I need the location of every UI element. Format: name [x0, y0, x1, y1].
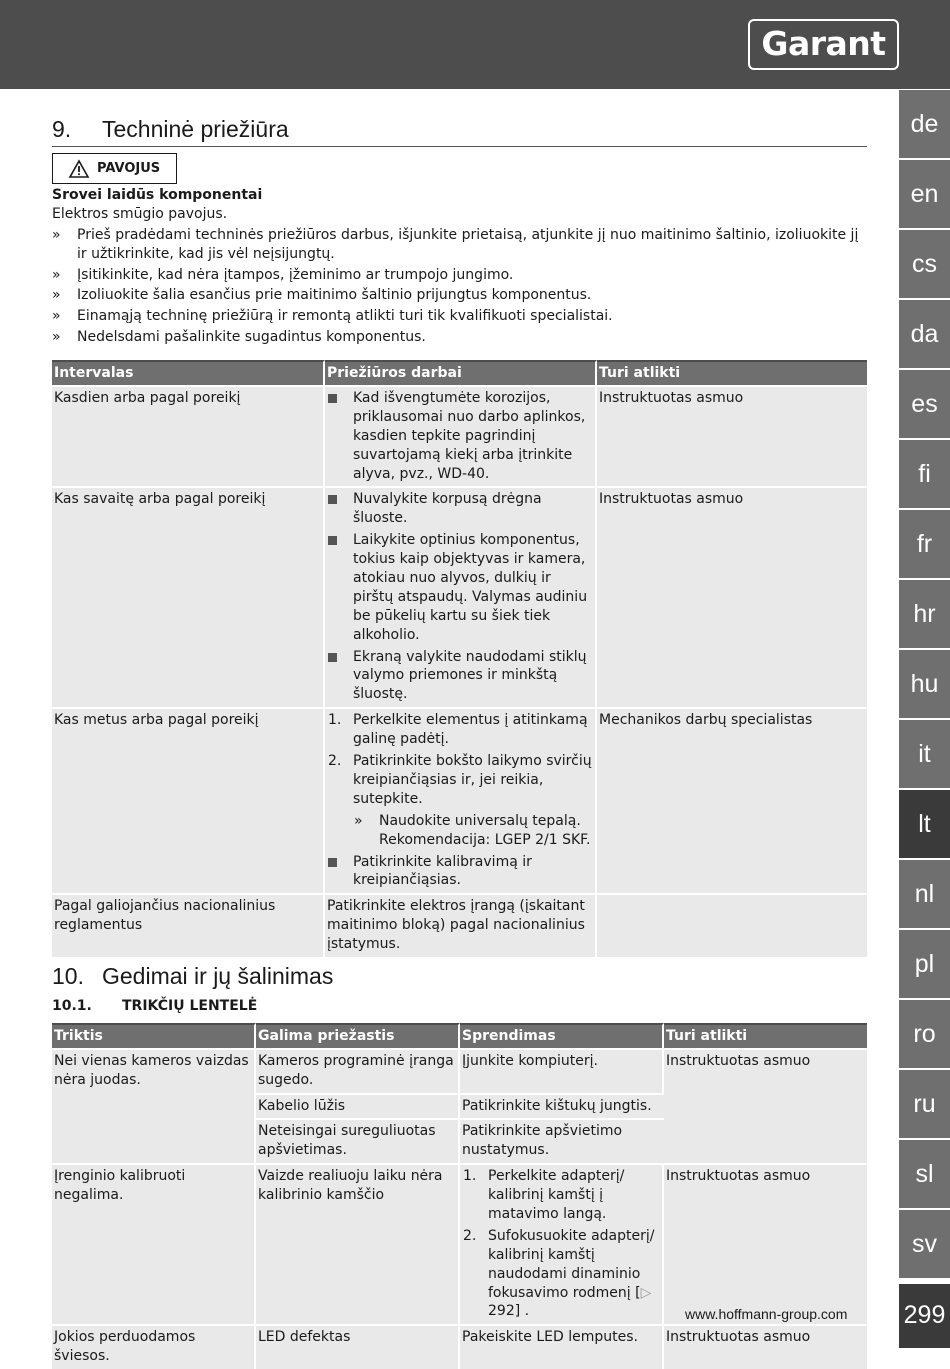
lang-tab-lt[interactable]: lt [899, 790, 950, 858]
solution-cell: Patikrinkite apšvietimo nustatymus. [460, 1118, 664, 1163]
lang-tab-sl[interactable]: sl [899, 1140, 950, 1208]
section-title: Techninė priežiūra [102, 116, 289, 142]
warning-text: Elektros smūgio pavojus. [52, 205, 228, 222]
section-number: 10. [52, 962, 84, 989]
list-item: Laikykite optinius komponentus, tokius kaip objektyvas ir kamera, atokiau nuo alyvos, dulkių ir pirštų atspaudų. Valymas audiniu be pūkelių kartu su šiek tiek alkoholio. [327, 531, 593, 644]
table-row [52, 1163, 867, 1324]
lang-tab-nl[interactable]: nl [899, 860, 950, 928]
lang-tab-en[interactable]: en [899, 160, 950, 228]
subsection-number: 10.1. [52, 997, 92, 1014]
list-item: 2. Sufokusuokite adapterį/ kalibrinį kamštį naudodami dinaminio fokusavimo rodmenį [▷ 292] . [463, 1227, 655, 1320]
performer-cell: Instruktuotas asmuo [664, 1048, 867, 1163]
lang-tab-ro[interactable]: ro [899, 1000, 950, 1068]
page-reference[interactable]: 292 [488, 1303, 515, 1320]
footer-url[interactable]: www.hoffmann-group.com [685, 1306, 848, 1322]
section-title: Gedimai ir jų šalinimas [102, 962, 334, 989]
list-item: Nuvalykite korpusą drėgna šluoste. [327, 490, 593, 528]
list-item: » Prieš pradėdami techninės priežiūros darbus, išjunkite prietaisą, atjunkite jį nuo maitinimo šaltinio, izoliuokite jį ir užtikrinkite, kad jis vėl neįsijungtų. [52, 226, 867, 264]
lang-tab-cs[interactable]: cs [899, 230, 950, 298]
square-bullet-icon [328, 653, 337, 662]
section-10-heading [52, 960, 867, 993]
table-header-row [52, 1023, 867, 1048]
performer-cell [597, 893, 867, 957]
tasks-cell [325, 486, 597, 707]
subsection-title: TRIKČIŲ LENTELĖ [122, 997, 258, 1014]
list-item: Patikrinkite kalibravimą ir kreipiančiąsias. [327, 853, 593, 891]
page-number: 299 [899, 1284, 950, 1348]
list-item: 2. Patikrinkite bokšto laikymo svirčių kreipiančiąsias ir, jei reikia, sutepkite. [328, 753, 592, 807]
list-item: » Einamąją techninę priežiūrą ir remontą atlikti turi tik kvalifikuoti specialistai. [52, 307, 867, 326]
list-item: » Įsitikinkite, kad nėra įtampos, įžeminimo ar trumpojo jungimo. [52, 266, 867, 285]
lang-tab-pl[interactable]: pl [899, 930, 950, 998]
square-bullet-icon [328, 394, 337, 403]
square-bullet-icon [328, 858, 337, 867]
performer-cell: Mechanikos darbų specialistas [597, 707, 867, 893]
tasks-cell: Patikrinkite elektros įrangą (įskaitant maitinimo bloką) pagal nacionalinius įstatymus. [325, 893, 597, 957]
list-item: » Nedelsdami pašalinkite sugadintus komponentus. [52, 328, 867, 347]
table-row [52, 1324, 867, 1369]
page-reference-arrow-icon: ▷ [640, 1284, 652, 1301]
danger-label-text: PAVOJUS [97, 160, 161, 176]
cause-cell: LED defektas [256, 1324, 460, 1369]
danger-label [52, 153, 177, 184]
fault-cell: Įrenginio kalibruoti negalima. [52, 1163, 256, 1324]
list-item: » Izoliuokite šalia esančius prie maitinimo šaltinio prijungtus komponentus. [52, 286, 867, 305]
garant-logo: Garant [748, 19, 899, 70]
square-bullet-icon [328, 536, 337, 545]
performer-cell: Instruktuotas asmuo [597, 486, 867, 707]
column-header: Turi atlikti [597, 360, 867, 385]
interval-cell: Kasdien arba pagal poreikį [52, 385, 325, 486]
column-header: Sprendimas [460, 1023, 664, 1048]
maintenance-table [52, 360, 867, 957]
lang-tab-da[interactable]: da [899, 300, 950, 368]
interval-cell: Pagal galiojančius nacionalinius reglamentus [52, 893, 325, 957]
column-header: Triktis [52, 1023, 256, 1048]
cause-cell: Kabelio lūžis [256, 1093, 460, 1119]
cause-cell: Vaizde realiuoju laiku nėra kalibrinio kamščio [256, 1163, 460, 1324]
lang-tab-de[interactable]: de [899, 90, 950, 158]
lang-tab-it[interactable]: it [899, 720, 950, 788]
lang-tab-hu[interactable]: hu [899, 650, 950, 718]
section-9-heading [52, 113, 867, 147]
column-header: Intervalas [52, 360, 325, 385]
section-number: 9. [52, 116, 72, 142]
fault-cell: Jokios perduodamos šviesos. [52, 1324, 256, 1369]
page-header [0, 0, 950, 89]
column-header: Priežiūros darbai [325, 360, 597, 385]
subsection-heading [52, 997, 867, 1016]
column-header: Galima priežastis [256, 1023, 460, 1048]
warning-triangle-icon [69, 160, 89, 178]
tasks-cell [325, 707, 597, 893]
performer-cell: Instruktuotas asmuo [664, 1324, 867, 1369]
performer-cell: Instruktuotas asmuo [664, 1163, 867, 1324]
cause-cell: Neteisingai sureguliuotas apšvietimas. [256, 1118, 460, 1163]
list-item: Ekraną valykite naudodami stiklų valymo priemones ir minkštą šluostę. [327, 648, 593, 705]
language-tabs [899, 90, 950, 1280]
list-item: Kad išvengtumėte korozijos, priklausomai nuo darbo aplinkos, kasdien tepkite pagrindinį suvartojamą kiekį arba įtrinkite alyva, pvz., WD-40. [327, 389, 593, 483]
table-row [52, 707, 867, 893]
solution-cell: Pakeiskite LED lemputes. [460, 1324, 664, 1369]
table-row [52, 385, 867, 486]
table-header-row [52, 360, 867, 385]
table-row [52, 486, 867, 707]
performer-cell: Instruktuotas asmuo [597, 385, 867, 486]
tasks-cell [325, 385, 597, 486]
warning-title: Srovei laidūs komponentai [52, 187, 263, 203]
main-content [52, 113, 867, 1369]
lang-tab-ru[interactable]: ru [899, 1070, 950, 1138]
interval-cell: Kas metus arba pagal poreikį [52, 707, 325, 893]
table-row [52, 893, 867, 957]
lang-tab-fi[interactable]: fi [899, 440, 950, 508]
square-bullet-icon [328, 495, 337, 504]
safety-instructions [52, 226, 867, 347]
list-item: 1. Perkelkite adapterį/ kalibrinį kamštį į matavimo langą. [463, 1168, 625, 1222]
lang-tab-hr[interactable]: hr [899, 580, 950, 648]
solution-cell: Įjunkite kompiuterį. [460, 1048, 664, 1093]
interval-cell: Kas savaitę arba pagal poreikį [52, 486, 325, 707]
solution-cell [460, 1163, 664, 1324]
lang-tab-sv[interactable]: sv [899, 1210, 950, 1278]
cause-cell: Kameros programinė įranga sugedo. [256, 1048, 460, 1093]
list-item: » Naudokite universalų tepalą. Rekomendacija: LGEP 2/1 SKF. [354, 812, 591, 848]
table-row [52, 1048, 867, 1093]
column-header: Turi atlikti [664, 1023, 867, 1048]
lang-tab-es[interactable]: es [899, 370, 950, 438]
fault-cell: Nei vienas kameros vaizdas nėra juodas. [52, 1048, 256, 1163]
lang-tab-fr[interactable]: fr [899, 510, 950, 578]
solution-cell: Patikrinkite kištukų jungtis. [460, 1093, 664, 1119]
list-item: 1. Perkelkite elementus į atitinkamą galinę padėtį. [328, 712, 588, 748]
